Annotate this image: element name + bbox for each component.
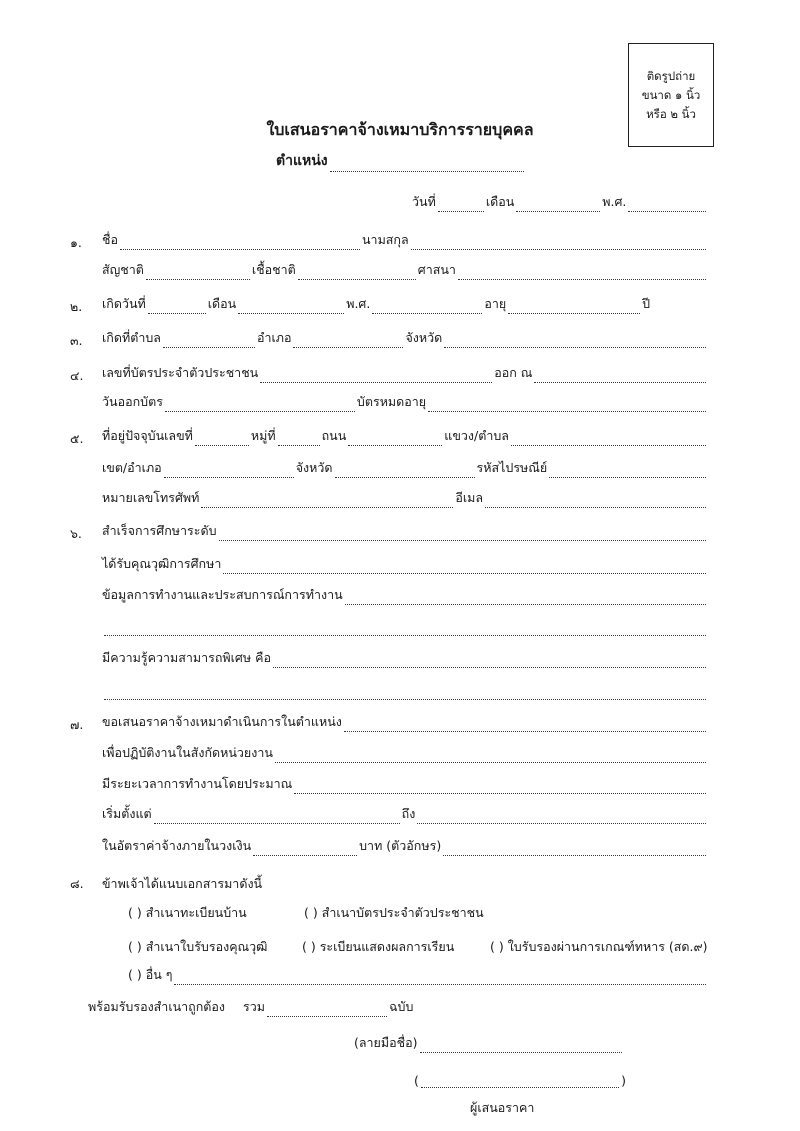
district-row	[102, 458, 708, 478]
signature-label: (ลายมือชื่อ)	[354, 1035, 418, 1050]
to-label: ถึง	[401, 806, 416, 821]
issue-date-field[interactable]	[165, 397, 355, 412]
phone-field[interactable]	[201, 493, 453, 508]
contact-row	[102, 488, 708, 508]
experience-row	[102, 585, 708, 605]
district-field[interactable]	[164, 463, 294, 478]
attachments-heading: ข้าพเจ้าได้แนบเอกสารมาดังนี้	[102, 876, 263, 891]
birth-subdistrict-label: เกิดที่ตำบล	[102, 330, 161, 345]
birth-year-field[interactable]	[372, 299, 482, 314]
skills-row-2	[102, 680, 708, 700]
experience-field[interactable]	[345, 590, 706, 605]
skills-row	[102, 648, 708, 668]
position-field[interactable]	[330, 157, 524, 172]
other-row	[128, 965, 708, 985]
date-year-label: พ.ศ.	[602, 194, 627, 209]
section-6-number: ๖.	[70, 526, 82, 541]
offer-label: ขอเสนอราคาจ้างเหมาดำเนินการในตำแหน่ง	[102, 714, 342, 729]
province-label: จังหวัด	[295, 460, 333, 475]
duration-label: มีระยะเวลาการทำงานโดยประมาณ	[102, 776, 293, 791]
religion-field[interactable]	[458, 265, 706, 280]
other-field[interactable]	[174, 970, 706, 985]
birth-subdistrict-field[interactable]	[163, 333, 255, 348]
unit-row	[102, 743, 708, 763]
years-label: ปี	[642, 296, 650, 311]
name-label: ชื่อ	[102, 232, 118, 247]
expiry-field[interactable]	[428, 397, 706, 412]
page-title: ใบเสนอราคาจ้างเหมาบริการรายบุคคล	[266, 120, 534, 139]
birth-year-label: พ.ศ.	[346, 296, 371, 311]
offer-row	[102, 712, 708, 732]
printed-name-open: (	[414, 1073, 419, 1088]
position-row	[276, 152, 526, 172]
id-card-label: เลขที่บัตรประจำตัวประชาชน	[102, 365, 259, 380]
id-card-row	[102, 363, 708, 383]
birth-district-field[interactable]	[293, 333, 403, 348]
road-label: ถนน	[321, 428, 347, 443]
issued-at-label: ออก ณ	[494, 365, 533, 380]
degree-label: ได้รับคุณวุฒิการศึกษา	[102, 556, 222, 571]
skills-field-2[interactable]	[104, 685, 706, 700]
copies-label: ฉบับ	[389, 999, 414, 1014]
to-field[interactable]	[417, 809, 706, 824]
skills-field[interactable]	[273, 653, 706, 668]
birth-date-row	[102, 294, 650, 314]
postal-label: รหัสไปรษณีย์	[476, 460, 548, 475]
baht-words-field[interactable]	[443, 841, 706, 856]
birthplace-row	[102, 328, 708, 348]
date-row	[412, 192, 708, 212]
id-card-field[interactable]	[260, 368, 492, 383]
address-no-field[interactable]	[195, 431, 249, 446]
issue-date-label: วันออกบัตร	[102, 394, 163, 409]
section-4-number: ๔.	[70, 368, 84, 383]
attach-degree-certificate[interactable]: ( ) สำเนาใบรับรองคุณวุฒิ	[128, 939, 268, 954]
race-label: เชื้อชาติ	[251, 262, 296, 277]
signer-role: ผู้เสนอราคา	[470, 1100, 535, 1115]
age-field[interactable]	[508, 299, 640, 314]
date-day-label: วันที่	[412, 194, 436, 209]
printed-name-close: )	[621, 1073, 626, 1088]
nationality-label: สัญชาติ	[102, 262, 144, 277]
photo-box-line2: ขนาด ๑ นิ้ว	[641, 87, 701, 102]
postal-field[interactable]	[549, 463, 706, 478]
birth-province-label: จังหวัด	[405, 330, 443, 345]
religion-label: ศาสนา	[417, 262, 456, 277]
surname-label: นามสกุล	[362, 232, 409, 247]
date-day-field[interactable]	[438, 197, 484, 212]
attach-other[interactable]: ( ) อื่น ๆ	[128, 967, 173, 982]
certify-row	[88, 997, 448, 1017]
nationality-field[interactable]	[146, 265, 250, 280]
unit-field[interactable]	[275, 748, 706, 763]
degree-field[interactable]	[223, 559, 706, 574]
experience-row-2	[102, 616, 708, 636]
rate-label: ในอัตราค่าจ้างภายในวงเงิน	[102, 838, 252, 853]
rate-row	[102, 836, 708, 856]
email-field[interactable]	[485, 493, 706, 508]
birth-day-field[interactable]	[148, 299, 206, 314]
photo-box-line1: ติดรูปถ่าย	[646, 68, 696, 83]
date-month-field[interactable]	[516, 197, 600, 212]
nationality-row	[102, 260, 708, 280]
attach-transcript[interactable]: ( ) ระเบียนแสดงผลการเรียน	[302, 939, 455, 954]
expiry-label: บัตรหมดอายุ	[356, 394, 427, 409]
date-year-field[interactable]	[628, 197, 706, 212]
moo-field[interactable]	[278, 431, 320, 446]
degree-row	[102, 554, 708, 574]
education-row	[102, 521, 708, 541]
signature-row	[354, 1033, 624, 1053]
email-label: อีเมล	[455, 490, 484, 505]
experience-label: ข้อมูลการทำงานและประสบการณ์การทำงาน	[102, 587, 343, 602]
surname-field[interactable]	[411, 235, 706, 250]
offer-field[interactable]	[344, 717, 706, 732]
road-field[interactable]	[348, 431, 442, 446]
rate-field[interactable]	[253, 841, 357, 856]
birth-province-field[interactable]	[444, 333, 706, 348]
birth-month-field[interactable]	[238, 299, 344, 314]
photo-box-line3: หรือ ๒ นิ้ว	[646, 106, 696, 121]
birth-district-label: อำเภอ	[256, 330, 292, 345]
baht-label: บาท (ตัวอักษร)	[359, 838, 442, 853]
total-label: รวม	[243, 999, 266, 1014]
attach-house-registration[interactable]: ( ) สำเนาทะเบียนบ้าน	[128, 905, 247, 920]
birth-month-label: เดือน	[207, 296, 237, 311]
section-1-number: ๑.	[70, 235, 82, 250]
issued-at-field[interactable]	[534, 368, 706, 383]
printed-name-row	[414, 1068, 626, 1088]
section-3-number: ๓.	[70, 333, 83, 348]
section-2-number: ๒.	[70, 299, 83, 314]
name-field[interactable]	[120, 235, 360, 250]
period-row	[102, 804, 708, 824]
signature-field[interactable]	[420, 1038, 623, 1053]
name-row	[102, 230, 708, 250]
section-8-number: ๘.	[70, 876, 84, 891]
section-5-number: ๕.	[70, 431, 84, 446]
total-field[interactable]	[267, 1002, 387, 1017]
duration-row	[102, 774, 708, 794]
address-no-label: ที่อยู่ปัจจุบันเลขที่	[102, 428, 193, 443]
position-label: ตำแหน่ง	[276, 153, 328, 169]
attach-id-card[interactable]: ( ) สำเนาบัตรประจำตัวประชาชน	[304, 905, 484, 920]
unit-label: เพื่อปฏิบัติงานในสังกัดหน่วยงาน	[102, 745, 273, 760]
certify-label: พร้อมรับรองสำเนาถูกต้อง	[88, 999, 226, 1014]
subdistrict-field[interactable]	[511, 431, 706, 446]
address-row	[102, 426, 708, 446]
section-7-number: ๗.	[70, 717, 84, 732]
skills-label: มีความรู้ความสามารถพิเศษ คือ	[102, 650, 271, 665]
experience-field-2[interactable]	[104, 621, 706, 636]
start-label: เริ่มตั้งแต่	[102, 806, 152, 821]
date-month-label: เดือน	[485, 194, 515, 209]
duration-field[interactable]	[294, 779, 706, 794]
subdistrict-label: แขวง/ตำบล	[444, 428, 509, 443]
race-field[interactable]	[298, 265, 416, 280]
start-field[interactable]	[154, 809, 400, 824]
moo-label: หมู่ที่	[250, 428, 276, 443]
attach-military-certificate[interactable]: ( ) ใบรับรองผ่านการเกณฑ์ทหาร (สด.๙)	[490, 939, 708, 954]
card-dates-row	[102, 392, 708, 412]
province-field[interactable]	[335, 463, 475, 478]
phone-label: หมายเลขโทรศัพท์	[102, 490, 200, 505]
birth-day-label: เกิดวันที่	[102, 296, 146, 311]
printed-name-field[interactable]	[421, 1073, 619, 1088]
district-label: เขต/อำเภอ	[102, 460, 162, 475]
education-field[interactable]	[219, 526, 706, 541]
education-label: สำเร็จการศึกษาระดับ	[102, 523, 217, 538]
age-label: อายุ	[484, 296, 507, 311]
